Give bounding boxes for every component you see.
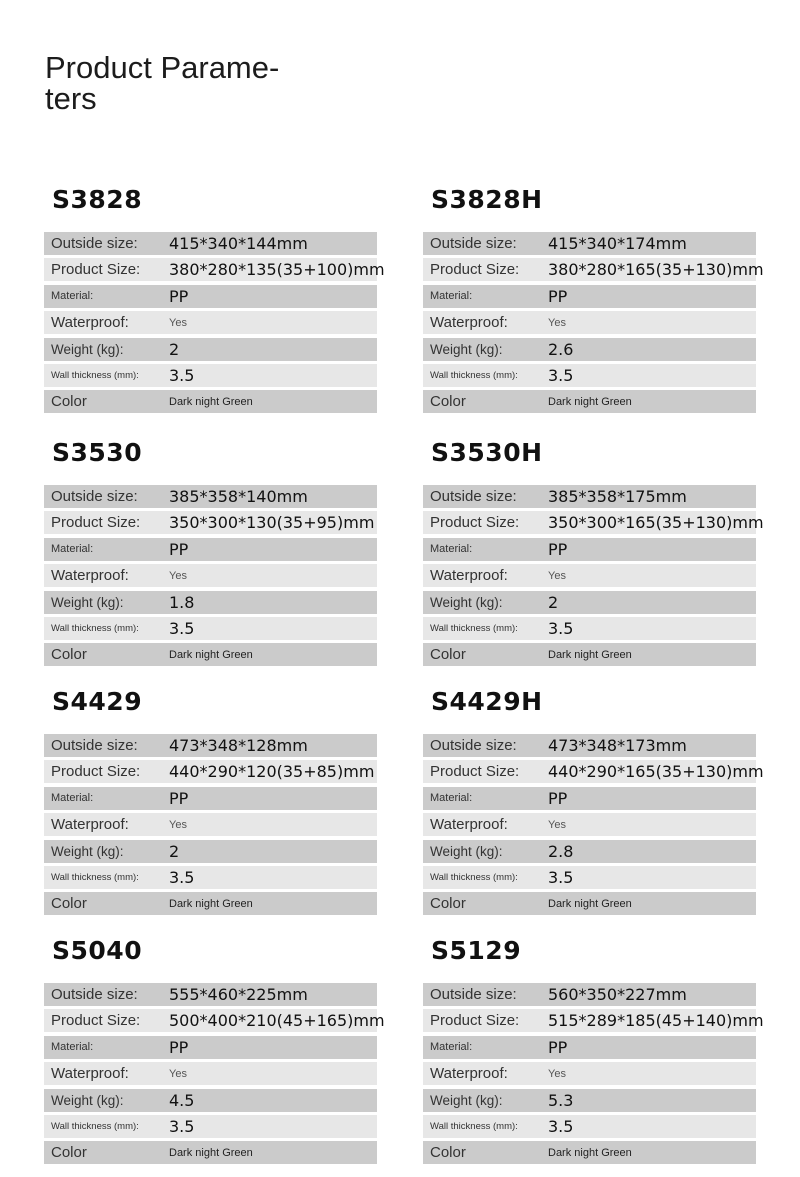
spec-row-outside [423,485,756,508]
spec-row-wall [423,364,756,387]
spec-label: Wall thickness (mm): [51,622,139,634]
spec-row-color [44,892,377,915]
spec-row-color [44,643,377,666]
spec-value: 560*350*227mm [548,985,687,1004]
spec-value: 3.5 [169,365,195,385]
model-name: S5129 [431,936,522,965]
spec-label: Weight (kg): [430,1092,503,1108]
spec-label: Wall thickness (mm): [51,871,139,883]
spec-value: Dark night Green [548,395,632,408]
spec-label: Wall thickness (mm): [430,622,518,634]
spec-value: PP [548,539,568,559]
spec-label: Product Size: [51,514,141,532]
spec-value: Yes [548,569,566,582]
model-name: S3530H [431,438,543,467]
spec-label: Material: [430,290,473,303]
spec-table [44,232,385,417]
spec-value: Yes [169,316,187,329]
spec-value: 380*280*165(35+130)mm [548,260,764,280]
spec-label: Waterproof: [430,1065,508,1083]
spec-row-weight [423,591,756,614]
spec-label: Color [430,895,466,913]
spec-value: 385*358*175mm [548,487,687,506]
spec-row-product [423,511,764,534]
spec-table [423,485,764,670]
spec-label: Waterproof: [51,1065,129,1083]
spec-label: Weight (kg): [430,341,503,357]
spec-row-material [423,538,756,561]
spec-value: PP [548,286,568,306]
spec-label: Weight (kg): [51,341,124,357]
spec-row-product [423,760,764,783]
spec-value: 415*340*144mm [169,234,308,253]
spec-row-material [44,1036,377,1059]
spec-value: 3.5 [548,618,574,638]
spec-value: 555*460*225mm [169,985,308,1004]
spec-label: Outside size: [430,235,517,252]
spec-value: Dark night Green [169,648,253,661]
spec-row-wall [423,617,756,640]
spec-row-outside [44,485,377,508]
spec-table [423,232,764,417]
spec-value: 440*290*120(35+85)mm [169,762,375,782]
spec-row-product [44,760,377,783]
spec-value: 350*300*165(35+130)mm [548,513,764,533]
spec-row-color [423,643,756,666]
spec-value: 3.5 [169,867,195,887]
spec-row-material [44,538,377,561]
spec-row-waterproof [44,1062,377,1085]
spec-row-weight [44,338,377,361]
spec-row-weight [423,1089,756,1112]
spec-label: Weight (kg): [51,843,124,859]
spec-label: Outside size: [51,235,138,252]
spec-label: Color [430,646,466,664]
spec-value: 515*289*185(45+140)mm [548,1011,764,1031]
spec-value: PP [548,788,568,808]
spec-row-product [44,258,385,281]
spec-value: PP [169,788,189,808]
spec-value: 385*358*140mm [169,487,308,506]
spec-row-weight [44,840,377,863]
spec-label: Outside size: [51,986,138,1003]
model-name: S5040 [52,936,143,965]
spec-row-product [44,1009,385,1032]
model-name: S4429H [431,687,543,716]
spec-value: Yes [548,818,566,831]
spec-row-weight [44,591,377,614]
spec-row-outside [44,734,377,757]
model-name: S3530 [52,438,143,467]
spec-label: Product Size: [430,514,520,532]
spec-label: Wall thickness (mm): [51,369,139,381]
spec-row-color [44,390,377,413]
spec-value: 5.3 [548,1090,574,1110]
spec-value: Dark night Green [548,897,632,910]
spec-row-material [423,1036,756,1059]
spec-row-weight [44,1089,377,1112]
model-name: S3828 [52,185,143,214]
spec-label: Weight (kg): [51,594,124,610]
spec-label: Color [51,895,87,913]
spec-value: 500*400*210(45+165)mm [169,1011,385,1031]
spec-label: Waterproof: [430,314,508,332]
spec-value: Dark night Green [169,395,253,408]
spec-label: Product Size: [430,763,520,781]
spec-row-product [423,258,764,281]
spec-row-waterproof [44,311,377,334]
spec-label: Material: [51,1041,94,1054]
spec-row-material [423,285,756,308]
spec-label: Product Size: [51,1012,141,1030]
spec-value: Dark night Green [548,648,632,661]
spec-table [44,734,377,919]
spec-row-wall [44,1115,377,1138]
spec-label: Waterproof: [51,567,129,585]
spec-table [423,983,764,1168]
spec-row-color [44,1141,377,1164]
spec-value: PP [548,1037,568,1057]
spec-value: Dark night Green [169,897,253,910]
spec-row-material [423,787,756,810]
spec-row-weight [423,338,756,361]
spec-value: 3.5 [169,618,195,638]
spec-value: 2.6 [548,339,574,359]
spec-label: Wall thickness (mm): [51,1120,139,1132]
spec-row-product [44,511,377,534]
spec-row-product [423,1009,764,1032]
spec-value: 3.5 [548,867,574,887]
spec-label: Product Size: [430,261,520,279]
spec-label: Material: [430,543,473,556]
spec-label: Wall thickness (mm): [430,1120,518,1132]
spec-value: 4.5 [169,1090,195,1110]
spec-row-wall [44,617,377,640]
spec-row-color [423,1141,756,1164]
spec-row-outside [423,232,756,255]
spec-label: Color [51,1144,87,1162]
spec-label: Material: [51,290,94,303]
spec-value: 2 [548,592,559,612]
model-name: S3828H [431,185,543,214]
spec-value: 415*340*174mm [548,234,687,253]
spec-label: Outside size: [430,986,517,1003]
spec-label: Outside size: [51,488,138,505]
spec-row-color [423,390,756,413]
spec-label: Weight (kg): [51,1092,124,1108]
spec-value: Yes [169,818,187,831]
spec-value: Yes [169,1067,187,1080]
spec-value: 2 [169,841,180,861]
spec-value: 1.8 [169,592,195,612]
spec-label: Material: [430,1041,473,1054]
spec-label: Waterproof: [430,816,508,834]
spec-label: Material: [51,792,94,805]
spec-value: 473*348*128mm [169,736,308,755]
spec-row-outside [44,983,377,1006]
spec-label: Outside size: [51,737,138,754]
spec-row-waterproof [423,564,756,587]
spec-row-weight [423,840,756,863]
model-name: S4429 [52,687,143,716]
spec-row-waterproof [44,813,377,836]
spec-value: Yes [548,316,566,329]
spec-label: Weight (kg): [430,843,503,859]
spec-table [44,485,377,670]
spec-value: 2.8 [548,841,574,861]
spec-table [44,983,385,1168]
spec-row-wall [44,866,377,889]
page-title-line-2: ters [45,81,97,116]
spec-label: Material: [430,792,473,805]
spec-value: 440*290*165(35+130)mm [548,762,764,782]
spec-value: 3.5 [548,365,574,385]
spec-label: Product Size: [430,1012,520,1030]
spec-value: PP [169,539,189,559]
spec-label: Material: [51,543,94,556]
spec-value: 350*300*130(35+95)mm [169,513,375,533]
spec-row-wall [423,1115,756,1138]
spec-value: 3.5 [548,1116,574,1136]
spec-label: Outside size: [430,488,517,505]
spec-label: Product Size: [51,763,141,781]
spec-value: PP [169,1037,189,1057]
spec-label: Wall thickness (mm): [430,871,518,883]
spec-value: 2 [169,339,180,359]
spec-row-waterproof [423,813,756,836]
spec-label: Color [430,1144,466,1162]
spec-label: Color [430,393,466,411]
spec-row-material [44,787,377,810]
spec-row-outside [44,232,377,255]
spec-row-color [423,892,756,915]
spec-label: Wall thickness (mm): [430,369,518,381]
spec-value: Yes [548,1067,566,1080]
spec-row-waterproof [423,311,756,334]
spec-row-outside [423,734,756,757]
spec-row-wall [44,364,377,387]
spec-value: 380*280*135(35+100)mm [169,260,385,280]
spec-label: Outside size: [430,737,517,754]
spec-row-outside [423,983,756,1006]
spec-row-material [44,285,377,308]
spec-label: Waterproof: [430,567,508,585]
spec-value: 3.5 [169,1116,195,1136]
spec-label: Weight (kg): [430,594,503,610]
spec-row-wall [423,866,756,889]
spec-label: Product Size: [51,261,141,279]
spec-row-waterproof [44,564,377,587]
spec-value: 473*348*173mm [548,736,687,755]
spec-value: Yes [169,569,187,582]
spec-label: Color [51,646,87,664]
spec-label: Waterproof: [51,314,129,332]
spec-value: Dark night Green [169,1146,253,1159]
spec-label: Color [51,393,87,411]
spec-row-waterproof [423,1062,756,1085]
spec-value: Dark night Green [548,1146,632,1159]
spec-value: PP [169,286,189,306]
spec-label: Waterproof: [51,816,129,834]
page-title-line-1: Product Parame- [45,50,280,85]
spec-table [423,734,764,919]
